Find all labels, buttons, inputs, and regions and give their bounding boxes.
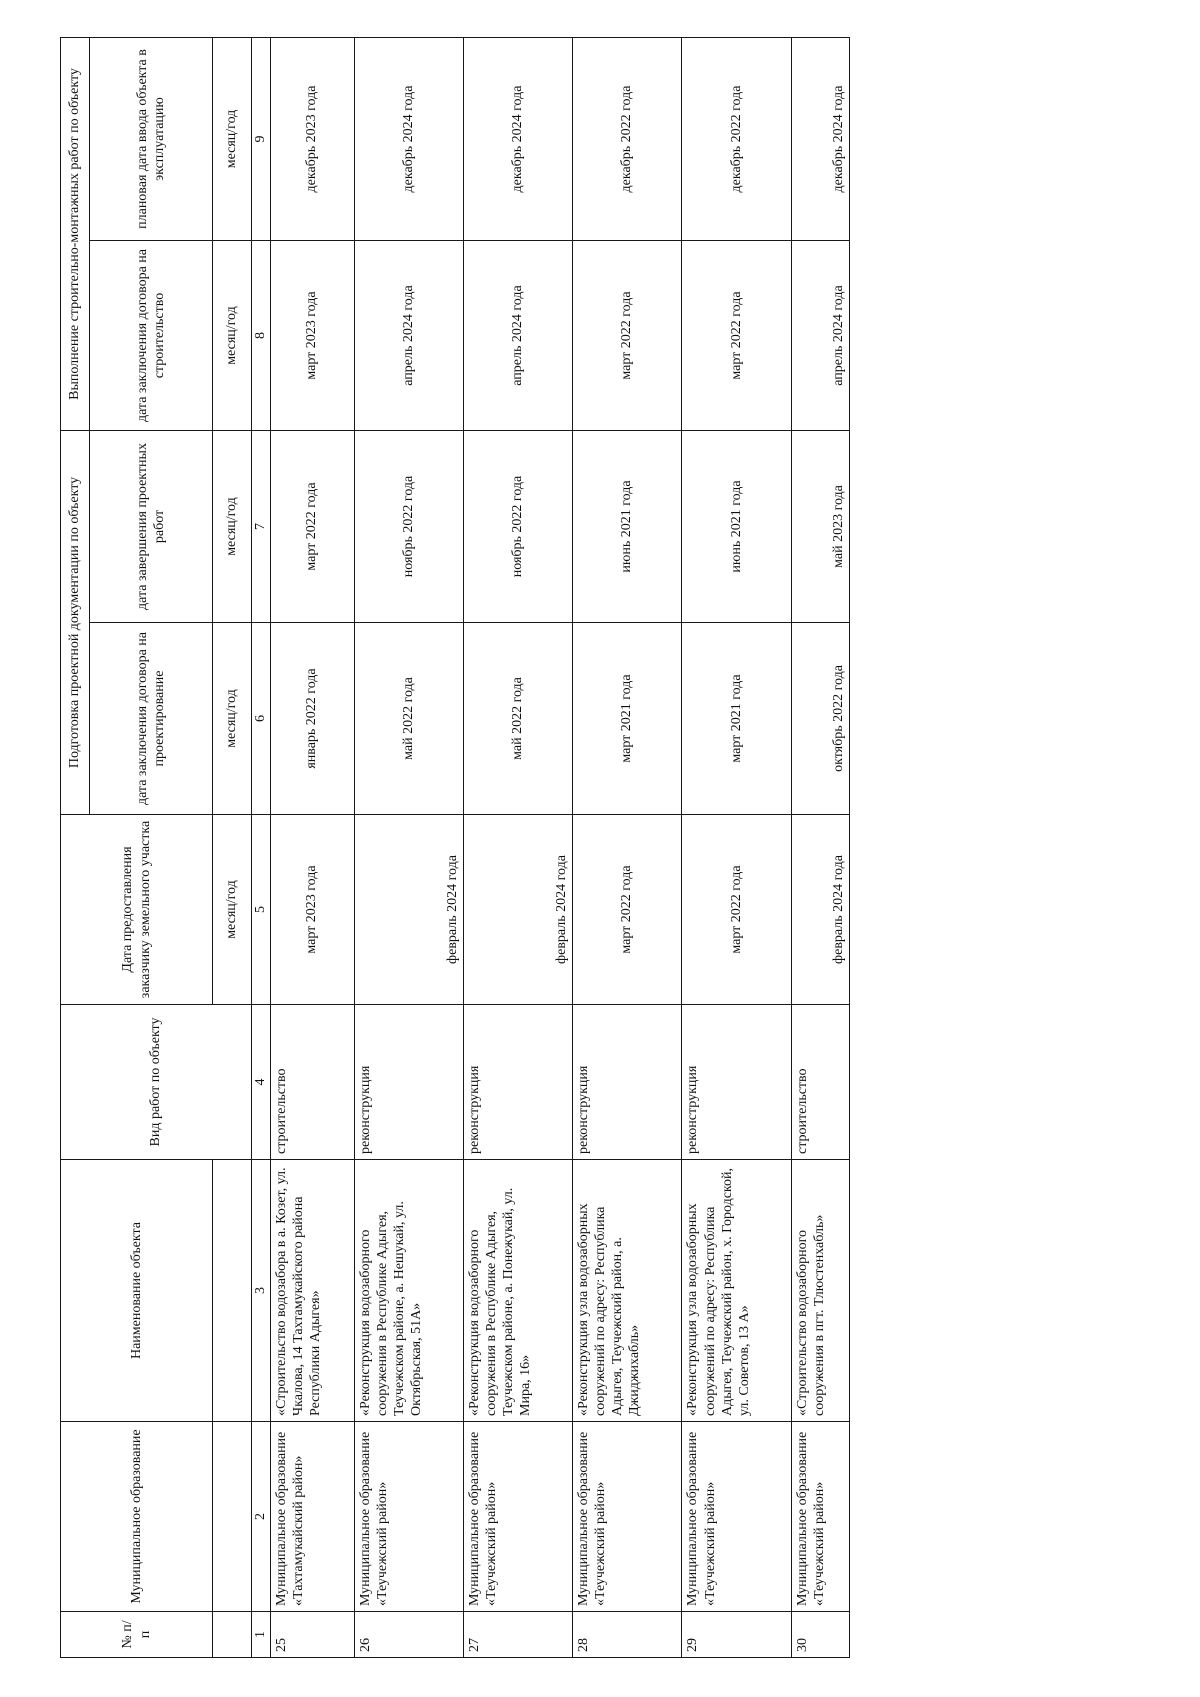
- units-blank-3: [213, 1160, 252, 1422]
- header-group-construction: Выполнение строительно-монтажных работ по объекту: [61, 37, 90, 430]
- row-design-contract-date: май 2022 года: [354, 623, 463, 815]
- rotated-page: [60, 38, 850, 1658]
- row-commissioning-date: декабрь 2024 года: [791, 37, 849, 240]
- row-work-type: строительство: [271, 1005, 355, 1160]
- row-design-contract-date: март 2021 года: [682, 623, 791, 815]
- row-work-type: строительство: [791, 1005, 849, 1160]
- row-land-date: март 2023 года: [271, 815, 355, 1005]
- row-object-name: «Реконструкция водозаборного сооружения в Республике Адыгея, Теучежском районе, а. Нешукай, ул. Октябрьская, 51А»: [354, 1160, 463, 1422]
- column-number-6: 6: [252, 623, 271, 815]
- row-land-date: март 2022 года: [573, 815, 682, 1005]
- header-design-completion-date: дата завершения проектных работ: [90, 431, 213, 623]
- row-municipality: Муниципальное образование «Теучежский район»: [573, 1422, 682, 1612]
- unit-label-col6: месяц/год: [213, 623, 252, 815]
- row-design-completion-date: июнь 2021 года: [573, 431, 682, 623]
- row-number: 25: [271, 1612, 355, 1658]
- row-work-type: реконструкция: [682, 1005, 791, 1160]
- row-municipality: Муниципальное образование «Теучежский район»: [791, 1422, 849, 1612]
- table-row: [573, 37, 682, 1657]
- header-design-contract-date: дата заключения договора на проектирование: [90, 623, 213, 815]
- row-number: 26: [354, 1612, 463, 1658]
- table-row: [463, 37, 572, 1657]
- row-work-type: реконструкция: [354, 1005, 463, 1160]
- column-number-8: 8: [252, 241, 271, 431]
- unit-label-col9: месяц/год: [213, 37, 252, 240]
- header-object-name: Наименование объекта: [61, 1160, 213, 1422]
- row-work-type: реконструкция: [463, 1005, 572, 1160]
- column-number-2: 2: [252, 1422, 271, 1612]
- row-object-name: «Реконструкция узла водозаборных сооружений по адресу: Республика Адыгея, Теучежский район, х. Городской, ул. Советов, 13 А»: [682, 1160, 791, 1422]
- row-design-completion-date: ноябрь 2022 года: [463, 431, 572, 623]
- row-municipality: Муниципальное образование «Теучежский район»: [354, 1422, 463, 1612]
- schedule-table: [60, 37, 850, 1658]
- row-design-completion-date: март 2022 года: [271, 431, 355, 623]
- row-land-date: февраль 2024 года: [791, 815, 849, 1005]
- row-object-name: «Строительство водозабора в а. Козет, ул. Чкалова, 14 Тахтамукайского района Республики Адыгея»: [271, 1160, 355, 1422]
- table-row: [791, 37, 849, 1657]
- row-design-contract-date: март 2021 года: [573, 623, 682, 815]
- row-design-completion-date: июнь 2021 года: [682, 431, 791, 623]
- row-object-name: «Строительство водозаборного сооружения в пгт. Тлюстенхабль»: [791, 1160, 849, 1422]
- row-design-contract-date: октябрь 2022 года: [791, 623, 849, 815]
- row-construction-contract-date: апрель 2024 года: [463, 241, 572, 431]
- row-object-name: «Реконструкция узла водозаборных сооружений по адресу: Республика Адыгея, Теучежский район, а. Джиджихабль»: [573, 1160, 682, 1422]
- units-blank-1: [213, 1612, 252, 1658]
- row-land-date: февраль 2024 года: [463, 815, 572, 1005]
- row-design-contract-date: май 2022 года: [463, 623, 572, 815]
- header-work-type: Вид работ по объекту: [61, 1005, 252, 1160]
- row-municipality: Муниципальное образование «Теучежский район»: [463, 1422, 572, 1612]
- row-commissioning-date: декабрь 2024 года: [354, 37, 463, 240]
- row-commissioning-date: декабрь 2022 года: [573, 37, 682, 240]
- column-number-4: 4: [252, 1005, 271, 1160]
- row-number: 29: [682, 1612, 791, 1658]
- row-commissioning-date: декабрь 2022 года: [682, 37, 791, 240]
- column-number-3: 3: [252, 1160, 271, 1422]
- row-municipality: Муниципальное образование «Тахтамукайский район»: [271, 1422, 355, 1612]
- row-construction-contract-date: апрель 2024 года: [354, 241, 463, 431]
- row-construction-contract-date: апрель 2024 года: [791, 241, 849, 431]
- row-construction-contract-date: март 2022 года: [573, 241, 682, 431]
- row-design-contract-date: январь 2022 года: [271, 623, 355, 815]
- row-construction-contract-date: март 2022 года: [682, 241, 791, 431]
- header-municipality: Муниципальное образование: [61, 1422, 213, 1612]
- table-row: [354, 37, 463, 1657]
- row-design-completion-date: май 2023 года: [791, 431, 849, 623]
- header-construction-contract-date: дата заключения договора на строительство: [90, 241, 213, 431]
- table-row: [271, 37, 355, 1657]
- column-number-7: 7: [252, 431, 271, 623]
- unit-label-col5: месяц/год: [213, 815, 252, 1005]
- column-number-1: 1: [252, 1612, 271, 1658]
- row-work-type: реконструкция: [573, 1005, 682, 1160]
- row-land-date: февраль 2024 года: [354, 815, 463, 1005]
- column-number-9: 9: [252, 37, 271, 240]
- row-commissioning-date: декабрь 2023 года: [271, 37, 355, 240]
- header-land-date: Дата предоставления заказчику земельного участка: [61, 815, 213, 1005]
- row-design-completion-date: ноябрь 2022 года: [354, 431, 463, 623]
- row-number: 30: [791, 1612, 849, 1658]
- row-number: 27: [463, 1612, 572, 1658]
- header-number: № п/п: [61, 1612, 213, 1658]
- column-number-5: 5: [252, 815, 271, 1005]
- unit-label-col7: месяц/год: [213, 431, 252, 623]
- row-number: 28: [573, 1612, 682, 1658]
- header-group-design: Подготовка проектной документации по объекту: [61, 431, 90, 815]
- row-municipality: Муниципальное образование «Теучежский район»: [682, 1422, 791, 1612]
- unit-label-col8: месяц/год: [213, 241, 252, 431]
- row-land-date: март 2022 года: [682, 815, 791, 1005]
- units-blank-2: [213, 1422, 252, 1612]
- row-construction-contract-date: март 2023 года: [271, 241, 355, 431]
- row-commissioning-date: декабрь 2024 года: [463, 37, 572, 240]
- table-row: [682, 37, 791, 1657]
- row-object-name: «Реконструкция водозаборного сооружения в Республике Адыгея, Теучежском районе, а. Понежукай, ул. Мира, 16»: [463, 1160, 572, 1422]
- header-commissioning-date: плановая дата ввода объекта в эксплуатацию: [90, 37, 213, 240]
